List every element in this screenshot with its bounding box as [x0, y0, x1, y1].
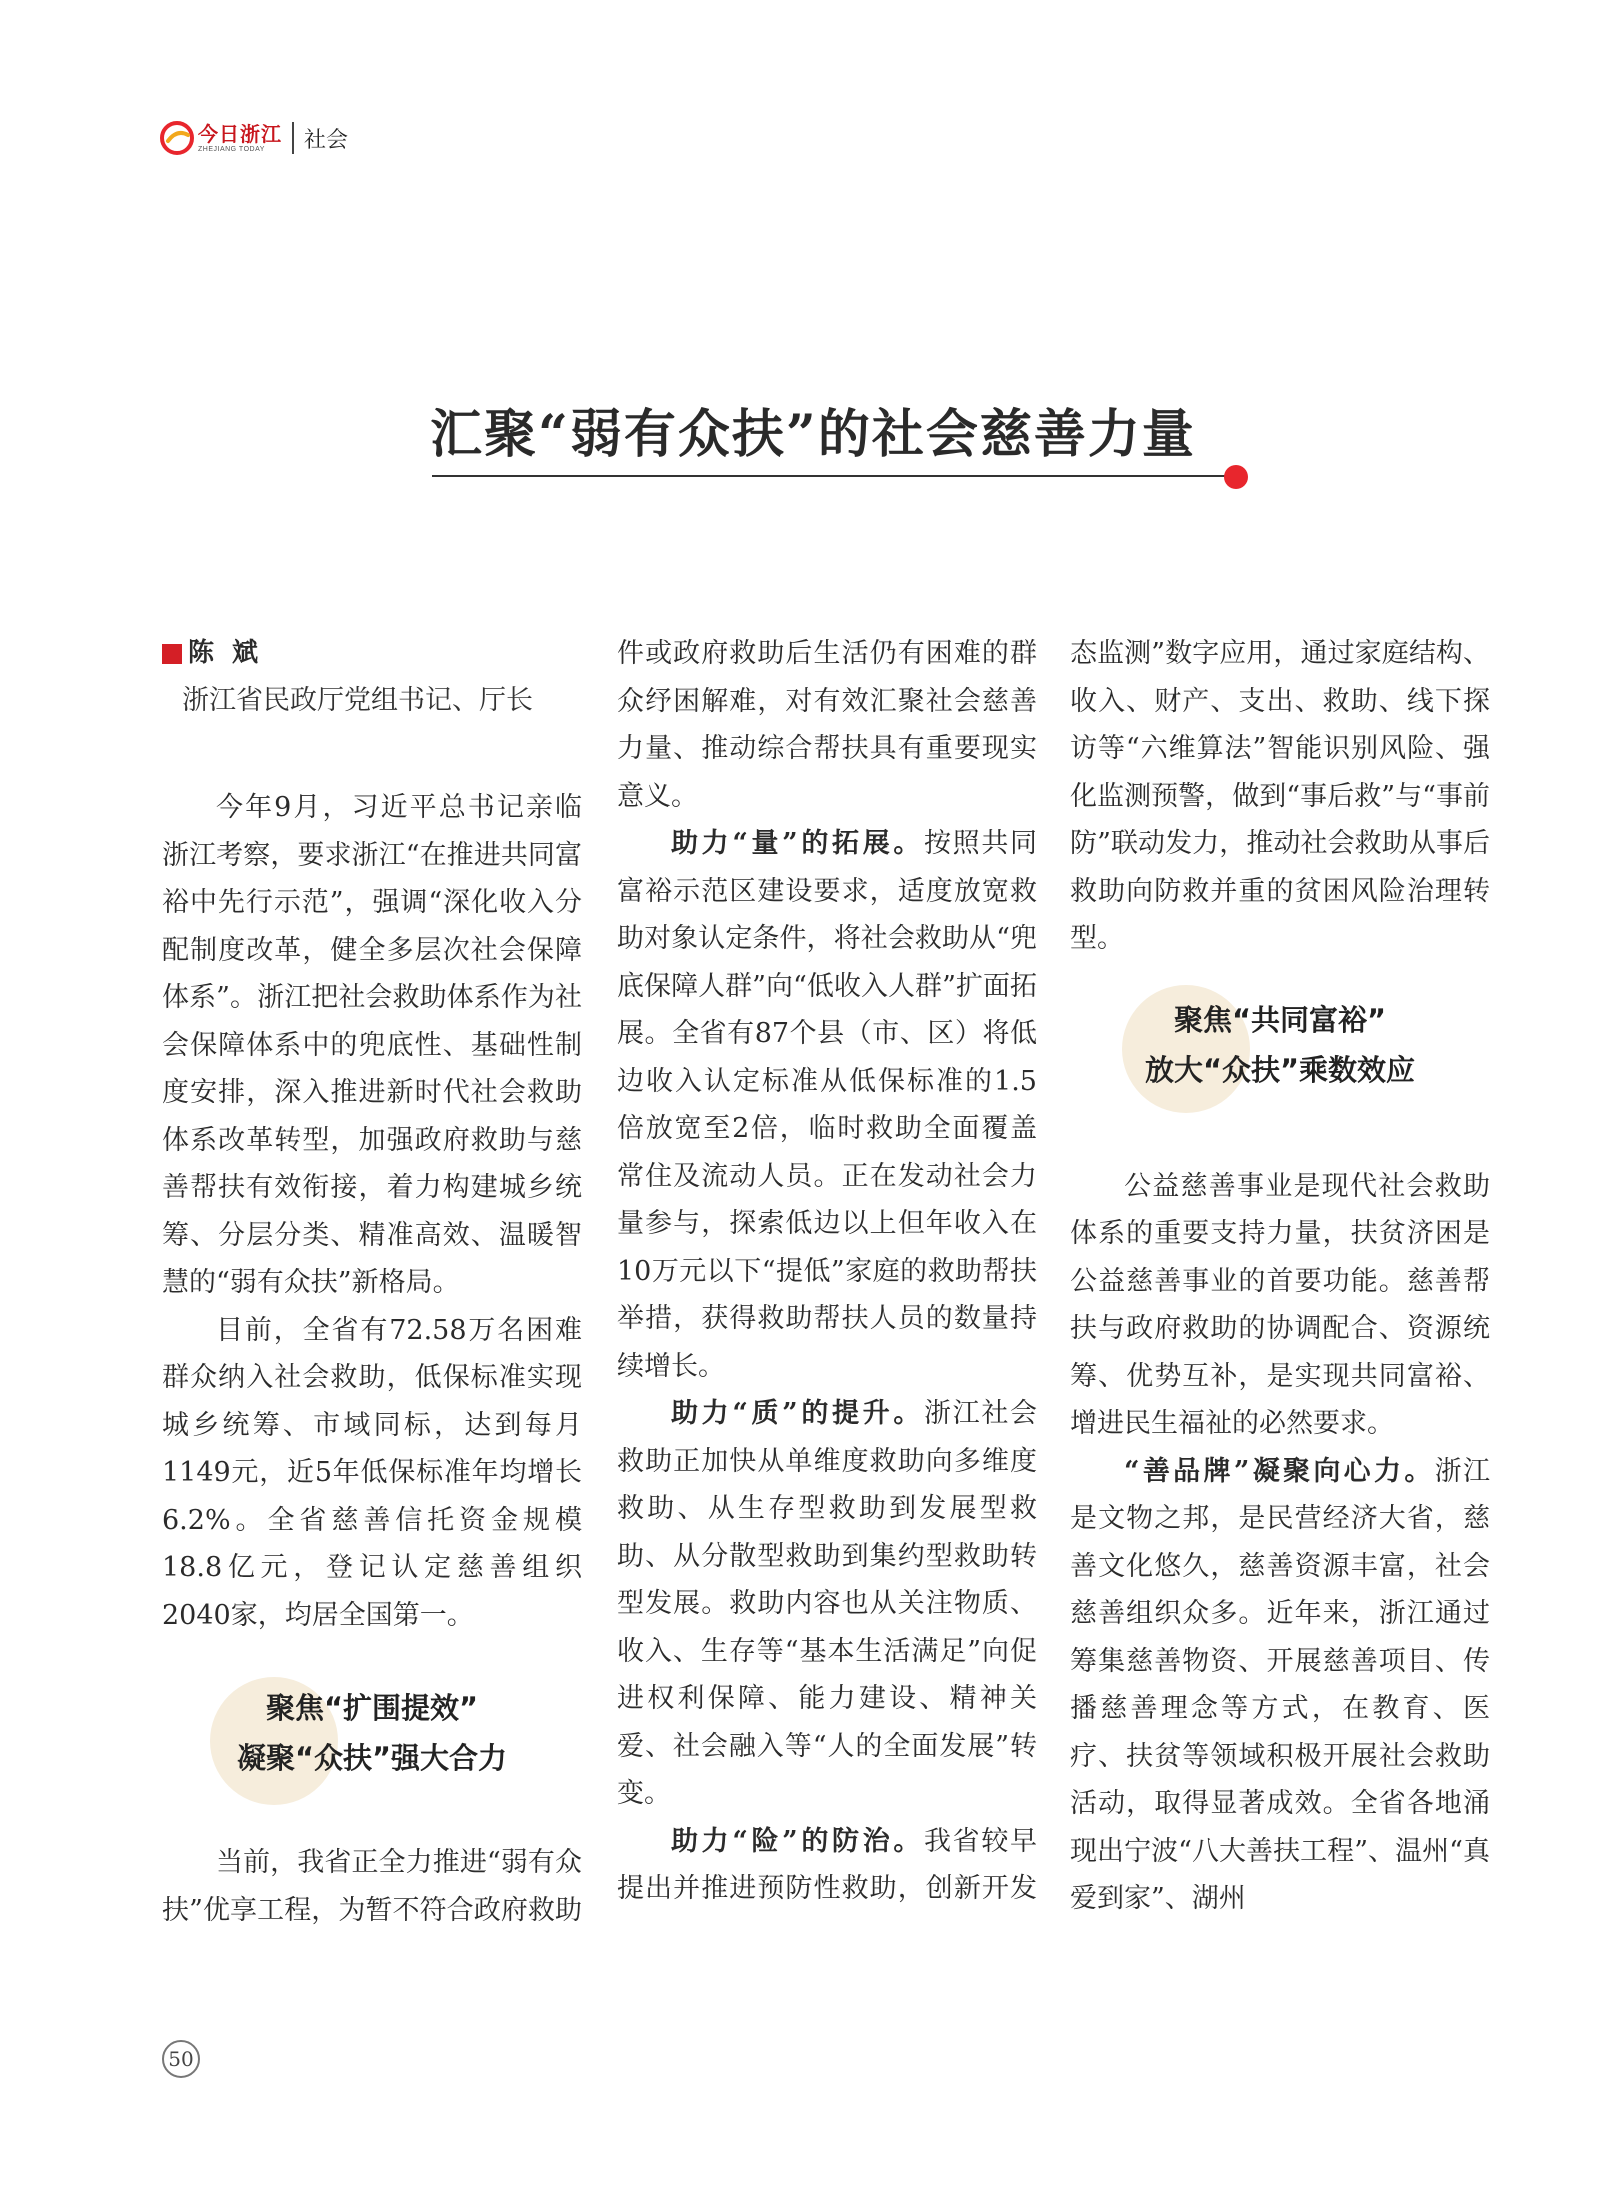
text-column-1: [162, 630, 582, 1934]
paragraph-4-lead: 助力“量”的拓展。: [671, 828, 925, 859]
magazine-logo: [160, 121, 282, 155]
paragraph-6: [617, 1818, 1037, 1913]
article-title: 汇聚“弱有众扶”的社会慈善力量: [430, 404, 1196, 465]
author-name: 陈斌: [188, 638, 277, 668]
paragraph-5-text: 浙江社会救助正加快从单维度救助向多维度救助、从生存型救助到发展型救助、从分散型救助到集约型救助转型发展。救助内容也从关注物质、收入、生存等“基本生活满足”向促进权利保障、能力建设、精神关爱、社会融入等“人的全面发展”转变。: [617, 1398, 1037, 1809]
paragraph-6-text: 我省较早提出并推进预防性救助，创新开发: [617, 1825, 1037, 1904]
logo-swirl-icon: [160, 121, 194, 155]
title-dot-decoration: [1224, 465, 1248, 489]
author-marker: [162, 644, 182, 664]
author-line: [162, 630, 582, 677]
author-role: 浙江省民政厅党组书记、厅长: [182, 685, 533, 716]
paragraph-7: 公益慈善事业是现代社会救助体系的重要支持力量，扶贫济困是公益慈善事业的首要功能。慈善帮扶与政府救助的协调配合、资源统筹、优势互补，是实现共同富裕、增进民生福祉的必然要求。: [1070, 1170, 1490, 1439]
paragraph-3-continued: 件或政府救助后生活仍有困难的群众纾困解难，对有效汇聚社会慈善力量、推动综合帮扶具有重要现实意义。: [617, 638, 1037, 812]
paragraph-1: 今年9月，习近平总书记亲临浙江考察，要求浙江“在推进共同富裕中先行示范”，强调“深化收入分配制度改革，健全多层次社会保障体系”。浙江把社会救助体系作为社会保障体系中的兜底性、基础性制度安排，深入推进新时代社会救助体系改革转型，加强政府救助与慈善帮扶有效衔接，着力构建城乡统筹、分层分类、精准高效、温暖智慧的“弱有众扶”新格局。: [162, 792, 582, 1298]
page-number: 50: [162, 2040, 200, 2078]
logo-text-en: ZHEJIANG TODAY: [198, 145, 265, 153]
paragraph-5: [617, 1390, 1037, 1818]
subhead-2: [1070, 993, 1490, 1133]
paragraph-4-text: 按照共同富裕示范区建设要求，适度放宽救助对象认定条件，将社会救助从“兜底保障人群”向“低收入人群”扩面拓展。全省有87个县（市、区）将低边收入认定标准从低保标准的1.5倍放宽至2倍，临时救助全面覆盖常住及流动人员。正在发动社会力量参与，探索低边以上但年收入在10万元以下“提低”家庭的救助帮扶举措，获得救助帮扶人员的数量持续增长。: [617, 828, 1037, 1382]
subhead-1-line-1: 聚焦“扩围提效”: [265, 1691, 479, 1725]
text-column-2: [617, 630, 1037, 1913]
paragraph-2: 目前，全省有72.58万名困难群众纳入社会救助，低保标准实现城乡统筹、市域同标，达到每月1149元，近5年低保标准年均增长6.2%。全省慈善信托资金规模18.8亿元，登记认定慈善组织2040家，均居全国第一。: [162, 1314, 582, 1631]
subhead-1: [162, 1669, 582, 1809]
paragraph-8: [1070, 1448, 1490, 1923]
subhead-2-line-1: 聚焦“共同富裕”: [1173, 1002, 1387, 1037]
subhead-1-line-2: 凝聚“众扶”强大合力: [236, 1741, 508, 1775]
paragraph-6-lead: 助力“险”的防治。: [671, 1825, 925, 1857]
paragraph-8-text: 浙江是文物之邦，是民营经济大省，慈善文化悠久，慈善资源丰富，社会慈善组织众多。近年来，浙江通过筹集慈善物资、开展慈善项目、传播慈善理念等方式，在教育、医疗、扶贫等领域积极开展社会救助活动，取得显著成效。全省各地涌现出宁波“八大善扶工程”、温州“真爱到家”、湖州: [1070, 1455, 1490, 1914]
section-label: 社会: [304, 127, 349, 153]
paragraph-4: [617, 820, 1037, 1390]
paragraph-5-lead: 助力“质”的提升。: [671, 1398, 925, 1429]
paragraph-8-lead: “善品牌”凝聚向心力。: [1124, 1455, 1435, 1487]
title-underline: [432, 475, 1232, 477]
text-column-3: [1070, 630, 1490, 1923]
paragraph-3: 当前，我省正全力推进“弱有众扶”优享工程，为暂不符合政府救助: [162, 1847, 582, 1926]
subhead-2-line-2: 放大“众扶”乘数效应: [1144, 1052, 1416, 1087]
page-header: [160, 118, 348, 158]
header-divider: [292, 122, 294, 154]
paragraph-6-continued: 态监测”数字应用，通过家庭结构、收入、财产、支出、救助、线下探访等“六维算法”智能识别风险、强化监测预警，做到“事后救”与“事前防”联动发力，推动社会救助从事后救助向防救并重的贫困风险治理转型。: [1070, 638, 1490, 954]
logo-text-cn: 今日浙江: [198, 121, 282, 146]
